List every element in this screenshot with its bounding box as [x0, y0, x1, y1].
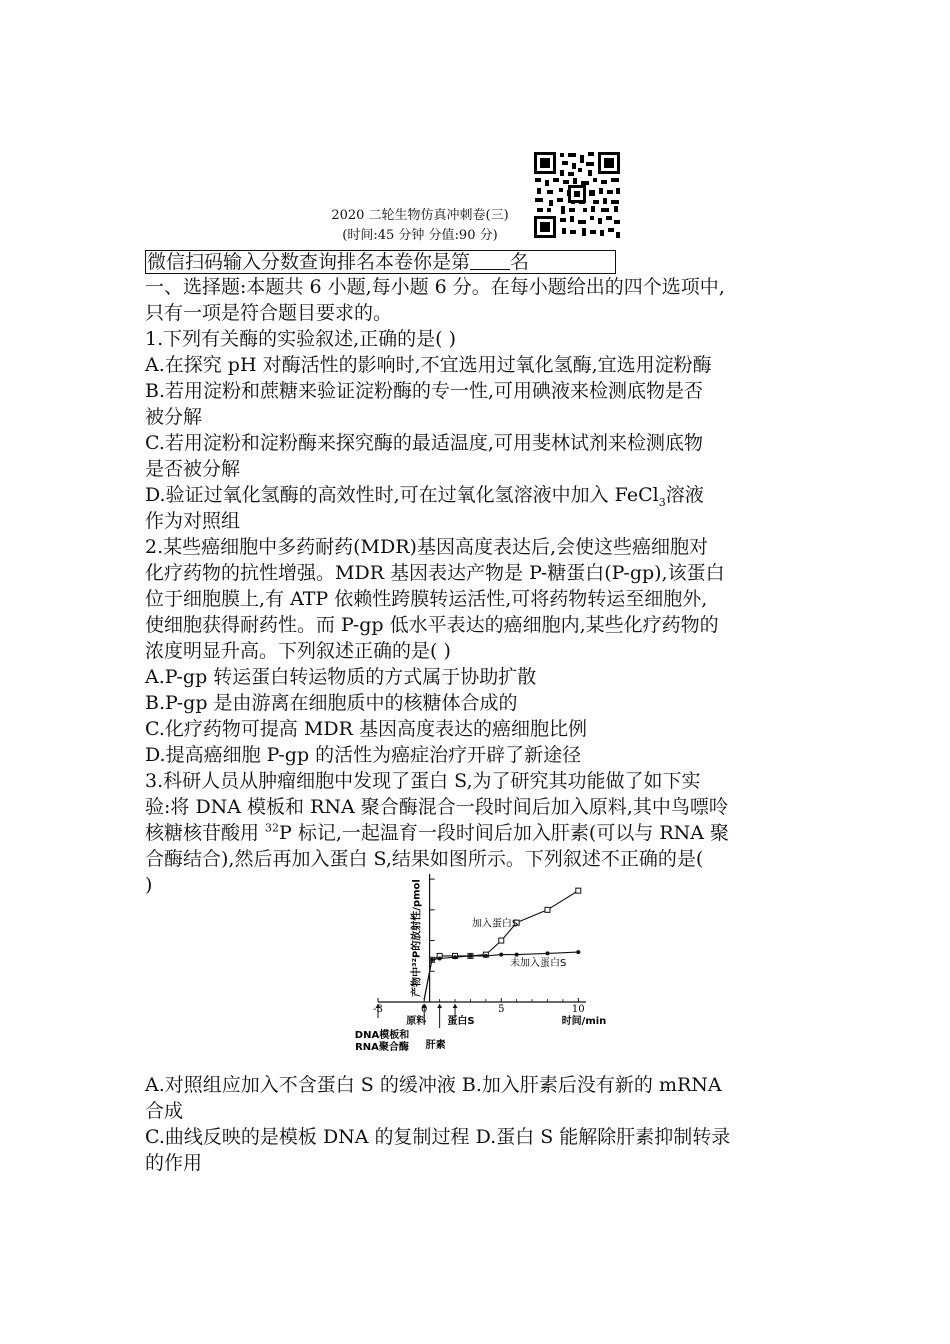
q3-stem-line: 3.科研人员从肿瘤细胞中发现了蛋白 S,为了研究其功能做了如下实 — [145, 770, 701, 792]
series-point — [453, 955, 457, 959]
chart-axes — [376, 874, 587, 1028]
rank-text-after: 名 — [510, 251, 530, 273]
event-arrowhead — [437, 1004, 442, 1008]
event-label: DNA模板和 — [354, 1030, 410, 1041]
q3-options-ab: A.对照组应加入不含蛋白 S 的缓冲液 B.加入肝素后没有新的 mRNA — [145, 1074, 722, 1096]
exam-subtitle: (时间:45 分钟 分值:90 分) — [342, 228, 498, 243]
x-tick-label: 10 — [571, 1004, 585, 1015]
rank-query-box[interactable] — [145, 250, 616, 274]
chart-series — [424, 888, 581, 999]
x-tick-label: 0 — [421, 1004, 428, 1015]
series-line — [424, 891, 578, 1000]
x-tick-label: 5 — [498, 1004, 505, 1015]
q3-l3-post: P 标记,一起温育一段时间后加入肝素(可以与 RNA 聚 — [279, 822, 730, 844]
q2-option-d: D.提高癌细胞 P-gp 的活性为癌症治疗开辟了新途径 — [145, 744, 582, 766]
q1-stem: 1.下列有关酶的实验叙述,正确的是( ) — [145, 328, 457, 350]
q2-stem-line: 位于细胞膜上,有 ATP 依赖性跨膜转运活性,可将药物转运至细胞外, — [145, 588, 708, 610]
q3-options — [145, 1072, 815, 1176]
rank-text-before: 微信扫码输入分数查询排名本卷你是第 — [147, 251, 471, 273]
event-label: 肝素 — [425, 1040, 446, 1051]
section-line: 只有一项是符合题目要求的。 — [145, 302, 393, 324]
q1-option-d-cont: 作为对照组 — [145, 510, 241, 532]
y-axis-label: 产物中³²P的放射性/pmol — [411, 879, 423, 997]
q1-option-a: A.在探究 pH 对酶活性的影响时,不宜选用过氧化氢酶,宜选用淀粉酶 — [145, 354, 712, 376]
q3-stem-line: ) — [145, 874, 153, 896]
exam-title: 2020 二轮生物仿真冲刺卷(三) — [331, 208, 509, 223]
series-point — [576, 950, 580, 954]
section-line: 一、选择题:本题共 6 小题,每小题 6 分。在每小题给出的四个选项中, — [145, 276, 725, 298]
x-axis-label: 时间/min — [561, 1016, 607, 1027]
q3-options-cd-cont: 的作用 — [145, 1152, 203, 1174]
q1-option-b-cont: 被分解 — [145, 406, 203, 428]
q1-option-c-cont: 是否被分解 — [145, 458, 241, 480]
series-point — [545, 951, 549, 955]
chart-text — [355, 879, 607, 1053]
q1-option-c: C.若用淀粉和淀粉酶来探究酶的最适温度,可用斐林试剂来检测底物 — [145, 432, 703, 454]
q2-stem-line: 浓度明显升高。下列叙述正确的是( ) — [145, 640, 451, 662]
q2-stem-line: 2.某些癌细胞中多药耐药(MDR)基因高度表达后,会使这些癌细胞对 — [145, 536, 708, 558]
event-label: 原料 — [406, 1016, 427, 1027]
series-point — [515, 953, 519, 957]
q3-l3-sup: 32 — [265, 821, 280, 835]
q1-option-d — [145, 482, 815, 508]
series-point — [576, 888, 581, 893]
series-label: 未加入蛋白S — [510, 958, 567, 970]
q1-d-text: D.验证过氧化氢酶的高效性时,可在过氧化氢溶液中加入 FeCl — [145, 484, 659, 506]
series-point — [430, 958, 434, 962]
series-point — [499, 953, 503, 957]
q2-option-b: B.P-gp 是由游离在细胞质中的核糖体合成的 — [145, 692, 518, 714]
q2-option-a: A.P-gp 转运蛋白转运物质的方式属于协助扩散 — [145, 666, 537, 688]
q1-option-b: B.若用淀粉和蔗糖来验证淀粉酶的专一性,可用碘液来检测底物是否 — [145, 380, 704, 402]
event-arrowhead — [453, 1004, 458, 1008]
event-label: RNA聚合酶 — [355, 1042, 409, 1053]
q3-l3-pre: 核糖核苷酸用 — [145, 822, 266, 844]
radioactivity-chart — [348, 866, 610, 1066]
q1-d-text2: 溶液 — [665, 484, 704, 506]
series-label: 加入蛋白S — [471, 918, 519, 930]
x-tick-label: -3 — [373, 1004, 383, 1015]
series-point — [484, 954, 488, 958]
rank-blank — [470, 251, 510, 270]
q2-stem-line: 使细胞获得耐药性。而 P-gp 低水平表达的癌细胞内,某些化疗药物的 — [145, 614, 719, 636]
event-label: 蛋白S — [447, 1016, 475, 1027]
question-content — [145, 274, 815, 898]
series-point — [438, 956, 442, 960]
series-point — [468, 954, 472, 958]
q3-options-cd: C.曲线反映的是模板 DNA 的复制过程 D.蛋白 S 能解除肝素抑制转录 — [145, 1126, 731, 1148]
q3-options-ab-cont: 合成 — [145, 1100, 184, 1122]
q3-stem-line: 合酶结合),然后再加入蛋白 S,结果如图所示。下列叙述不正确的是( — [145, 848, 704, 870]
q3-stem-line: 验:将 DNA 模板和 RNA 聚合酶混合一段时间后加入原料,其中鸟嘌呤 — [145, 796, 728, 818]
series-point — [545, 907, 550, 912]
q1-d-sub: 3 — [658, 495, 666, 509]
series-point — [499, 938, 504, 943]
q2-stem-line: 化疗药物的抗性增强。MDR 基因表达产物是 P-糖蛋白(P-gp),该蛋白 — [145, 562, 725, 584]
q2-option-c: C.化疗药物可提高 MDR 基因高度表达的癌细胞比例 — [145, 718, 587, 740]
q3-stem-line — [145, 820, 815, 846]
